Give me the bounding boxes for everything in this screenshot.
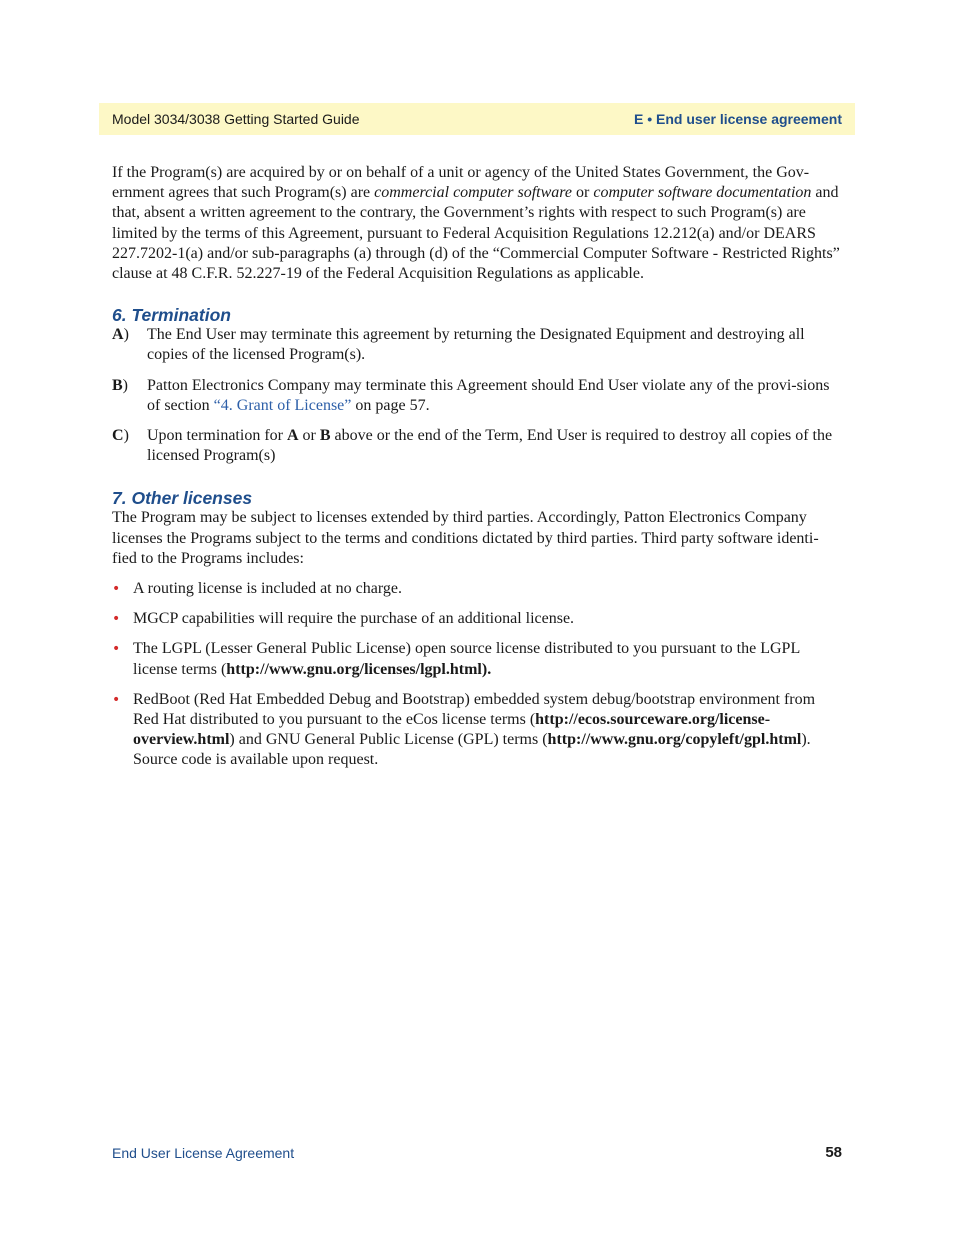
- ecos-url: http://ecos.sourceware.org/license-overview.html: [133, 711, 771, 749]
- other-licenses-heading: 7. Other licenses: [112, 488, 253, 509]
- list-item: [112, 639, 842, 679]
- item-b-marker: B): [112, 376, 128, 394]
- intro-text-1: If the Program(s) are acquired by or on behalf of a unit or agency of the United States Government, the Gov-ernment agrees that such Program(s) are: [112, 164, 810, 202]
- termination-heading: 6. Termination: [112, 305, 231, 326]
- item-c-marker: C): [112, 427, 129, 445]
- intro-emphasis-2: computer software documentation: [593, 184, 812, 202]
- lgpl-url: http://www.gnu.org/licenses/lgpl.html).: [226, 660, 492, 678]
- other-licenses-paragraph: The Program may be subject to licenses extended by third parties. Accordingly, Patton Electronics Company licenses the Programs subject to the terms and conditions dictated by third parties. Third party software identi-fied to the Programs includes:: [112, 509, 819, 567]
- page-number: 58: [825, 1144, 842, 1161]
- bullet-text-redboot: RedBoot (Red Hat Embedded Debug and Bootstrap) embedded system debug/bootstrap environment from Red Hat distributed to you pursuant to the eCos license terms (http://ecos.sourceware.org/license-overview.html) and GNU General Public License (GPL) terms (http://www.gnu.org/copyleft/gpl.html). Source code is available upon request.: [133, 690, 816, 769]
- footer-title: End User License Agreement: [112, 1145, 295, 1161]
- item-a-marker: A): [112, 326, 129, 344]
- bullet-icon: •: [112, 611, 121, 628]
- bullet-text-lgpl: The LGPL (Lesser General Public License) open source license distributed to you pursuant to the LGPL license terms (http://www.gnu.org/licenses/lgpl.html).: [133, 640, 800, 678]
- government-rights-paragraph: [112, 163, 842, 284]
- list-item: [112, 579, 842, 599]
- page-body: [112, 163, 842, 771]
- list-item: [112, 690, 842, 771]
- intro-emphasis-1: commercial computer software: [374, 184, 573, 202]
- intro-text-2: or: [572, 184, 594, 202]
- intro-text-3: and that, absent a written agreement to the contrary, the Government’s rights with respect to such Program(s) are limited by the terms of this Agreement, pursuant to Federal Acquisition Regulations 12.212(a) and/or DEARS 227.7202-1(a) and/or sub-paragraphs (a) through (d) of the “Commercial Computer Software - Restricted Rights” clause at 48 C.F.R. 52.227-19 of the Federal Acquisition Regulations as applicable.: [112, 184, 840, 283]
- bullet-icon: •: [112, 581, 121, 598]
- item-c-text: Upon termination for A or B above or the end of the Term, End User is required to destroy all copies of the licensed Program(s): [147, 427, 833, 465]
- termination-item-a: [112, 325, 842, 365]
- item-b-text: Patton Electronics Company may terminate this Agreement should End User violate any of the provi-sions of section “4. Grant of License” on page 57.: [147, 376, 830, 414]
- grant-of-license-link[interactable]: “4. Grant of License”: [213, 396, 352, 414]
- bullet-icon: •: [112, 641, 121, 658]
- bullet-icon: •: [112, 691, 121, 708]
- termination-item-c: [112, 426, 842, 466]
- gpl-url: http://www.gnu.org/copyleft/gpl.html: [547, 731, 802, 749]
- item-a-text: The End User may terminate this agreement by returning the Designated Equipment and destroying all copies of the licensed Program(s).: [147, 326, 805, 364]
- header-guide-title: Model 3034/3038 Getting Started Guide: [112, 111, 360, 127]
- termination-item-b: [112, 376, 842, 416]
- running-header: [99, 103, 855, 135]
- bullet-text-routing: A routing license is included at no charge.: [133, 580, 402, 598]
- list-item: [112, 609, 842, 629]
- header-section-title: E • End user license agreement: [634, 111, 842, 127]
- bullet-text-mgcp: MGCP capabilities will require the purchase of an additional license.: [133, 610, 575, 628]
